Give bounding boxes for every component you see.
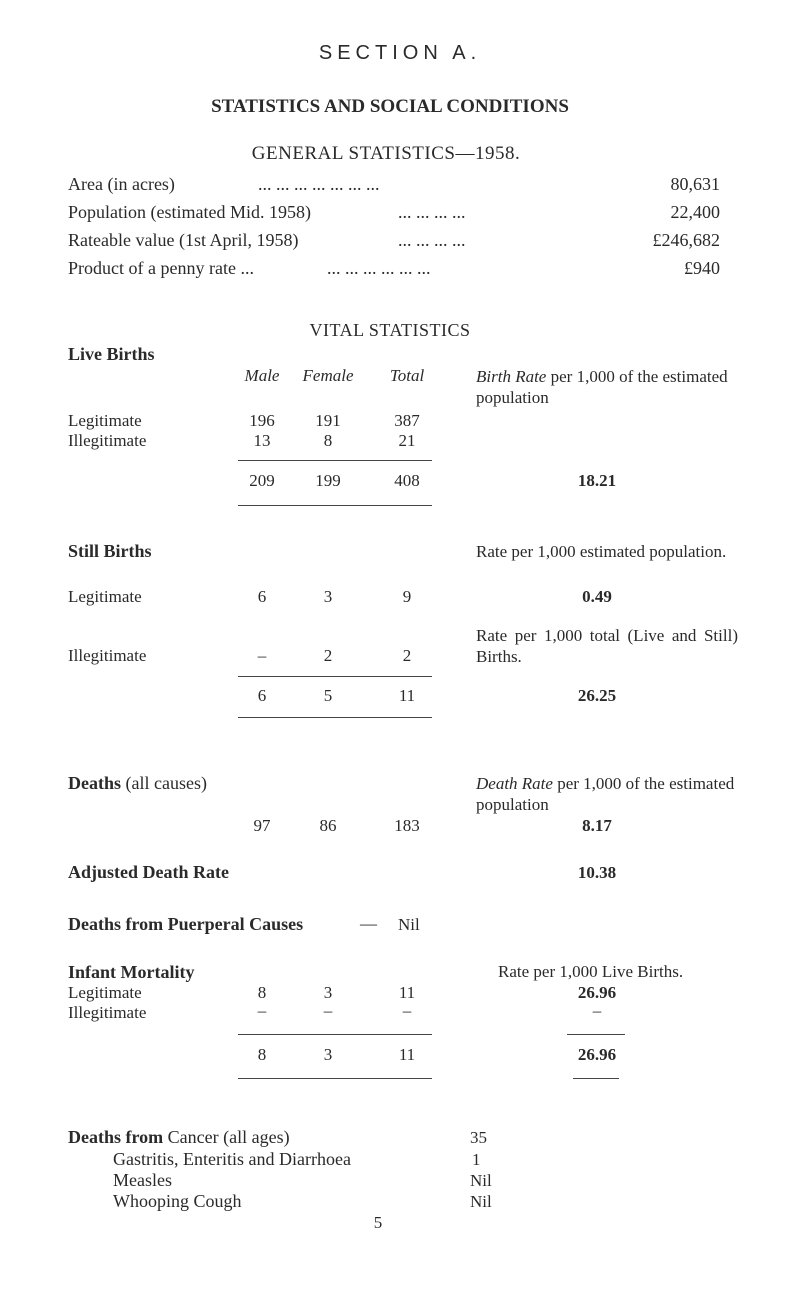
puerperal-value: Nil <box>398 915 420 934</box>
total-female: 5 <box>323 686 333 705</box>
cancer-label-bold: Deaths from <box>68 1127 164 1147</box>
rate-rule <box>573 1078 619 1079</box>
row-label: Area (in acres) <box>68 174 175 194</box>
cell-female: 191 <box>315 411 341 430</box>
cancer-deaths-value: 35 <box>470 1128 487 1147</box>
total-female: 199 <box>315 471 341 490</box>
vital-statistics-heading: VITAL STATISTICS <box>309 320 471 340</box>
row-label: Population (estimated Mid. 1958) <box>68 202 311 222</box>
dot-leader: ... ... ... ... ... ... <box>327 258 431 278</box>
infant-rate-value: 26.96 <box>577 983 617 1002</box>
row-label: Rateable value (1st April, 1958) <box>68 230 299 250</box>
birth-rate-value: 18.21 <box>577 471 617 490</box>
birth-rate-label-rest: per 1,000 of the estimated population <box>476 367 728 407</box>
row-label-legitimate: Legitimate <box>68 411 142 430</box>
cell-total: – <box>402 1001 412 1020</box>
cell-male: 196 <box>249 411 275 430</box>
total-male: 209 <box>249 471 275 490</box>
row-label-legitimate: Legitimate <box>68 587 142 606</box>
gastritis-label: Gastritis, Enteritis and Diarrhoea <box>113 1149 351 1169</box>
adjusted-death-rate-label: Adjusted Death Rate <box>68 862 229 882</box>
total-rule <box>238 505 432 506</box>
cell-total: 2 <box>402 646 412 665</box>
puerperal-dash: — <box>360 914 377 933</box>
total-total: 11 <box>398 686 416 705</box>
total-rule <box>238 676 432 677</box>
page-number: 5 <box>373 1213 383 1232</box>
death-rate-label-italic: Death Rate <box>476 774 553 793</box>
row-label: Product of a penny rate ... <box>68 258 254 278</box>
column-total: Total <box>389 366 425 385</box>
cell-female: 3 <box>323 983 333 1002</box>
still-rate2-label: Rate per 1,000 total (Live and Still) Births. <box>476 626 738 666</box>
row-label-legitimate: Legitimate <box>68 983 142 1002</box>
cell-female: 3 <box>323 587 333 606</box>
deaths-total: 183 <box>394 816 420 835</box>
birth-rate-label <box>476 366 732 408</box>
death-rate-value: 8.17 <box>582 816 612 835</box>
row-label-illegitimate: Illegitimate <box>68 646 147 665</box>
death-rate-label <box>476 773 738 815</box>
total-rule <box>238 460 432 461</box>
still-rate1-label: Rate per 1,000 estimated population. <box>476 542 727 561</box>
row-value: 22,400 <box>670 202 720 222</box>
dot-leader: ... ... ... ... ... ... ... <box>258 174 380 194</box>
cell-male: 6 <box>257 587 267 606</box>
total-rule <box>238 717 432 718</box>
live-births-heading: Live Births <box>68 344 155 364</box>
total-total: 408 <box>394 471 420 490</box>
measles-label: Measles <box>113 1170 172 1190</box>
cell-male: 13 <box>253 431 271 450</box>
deaths-heading-bold: Deaths <box>68 773 121 793</box>
row-value: £246,682 <box>652 230 720 250</box>
infant-mortality-heading: Infant Mortality <box>68 962 195 982</box>
cell-female: – <box>323 1001 333 1020</box>
cell-male: – <box>257 646 267 665</box>
cell-total: 387 <box>394 411 420 430</box>
rate-rule <box>567 1034 625 1035</box>
deaths-female: 86 <box>319 816 337 835</box>
total-rule <box>238 1078 432 1079</box>
illegitimate-rate-value: – <box>592 1001 602 1020</box>
page-title: STATISTICS AND SOCIAL CONDITIONS <box>211 96 569 117</box>
row-label-illegitimate: Illegitimate <box>68 431 147 450</box>
still-rate2-value: 26.25 <box>577 686 617 705</box>
cell-female: 8 <box>323 431 333 450</box>
deaths-male: 97 <box>253 816 271 835</box>
deaths-heading-rest: (all causes) <box>121 773 207 793</box>
whooping-cough-label: Whooping Cough <box>113 1191 242 1211</box>
measles-value: Nil <box>470 1171 492 1190</box>
dot-leader: ... ... ... ... <box>398 230 466 250</box>
column-male: Male <box>244 366 280 385</box>
row-value: 80,631 <box>670 174 720 194</box>
infant-rate-label: Rate per 1,000 Live Births. <box>498 962 684 981</box>
birth-rate-label-italic: Birth Rate <box>476 367 547 386</box>
cancer-deaths-label <box>68 1127 290 1148</box>
death-rate-label-rest: per 1,000 of the estimated population <box>476 774 735 814</box>
cancer-label-rest: Cancer (all ages) <box>163 1127 290 1147</box>
infant-total-rate-value: 26.96 <box>577 1045 617 1064</box>
puerperal-label: Deaths from Puerperal Causes <box>68 914 304 934</box>
still-births-heading: Still Births <box>68 541 152 561</box>
gastritis-value: 1 <box>472 1150 481 1169</box>
cell-female: 2 <box>323 646 333 665</box>
total-total: 11 <box>398 1045 416 1064</box>
whooping-cough-value: Nil <box>470 1192 492 1211</box>
still-rate1-value: 0.49 <box>582 587 612 606</box>
deaths-heading <box>68 773 207 794</box>
total-female: 3 <box>323 1045 333 1064</box>
row-label-illegitimate: Illegitimate <box>68 1003 147 1022</box>
cell-total: 11 <box>398 983 416 1002</box>
dot-leader: ... ... ... ... <box>398 202 466 222</box>
cell-male: – <box>257 1001 267 1020</box>
total-rule <box>238 1034 432 1035</box>
cell-total: 21 <box>398 431 416 450</box>
adjusted-death-rate-value: 10.38 <box>577 863 617 882</box>
general-statistics-heading: GENERAL STATISTICS—1958. <box>251 143 521 164</box>
row-value: £940 <box>684 258 720 278</box>
section-heading: SECTION A. <box>318 42 482 64</box>
cell-male: 8 <box>257 983 267 1002</box>
column-female: Female <box>302 366 354 385</box>
total-male: 6 <box>257 686 267 705</box>
total-male: 8 <box>257 1045 267 1064</box>
cell-total: 9 <box>402 587 412 606</box>
